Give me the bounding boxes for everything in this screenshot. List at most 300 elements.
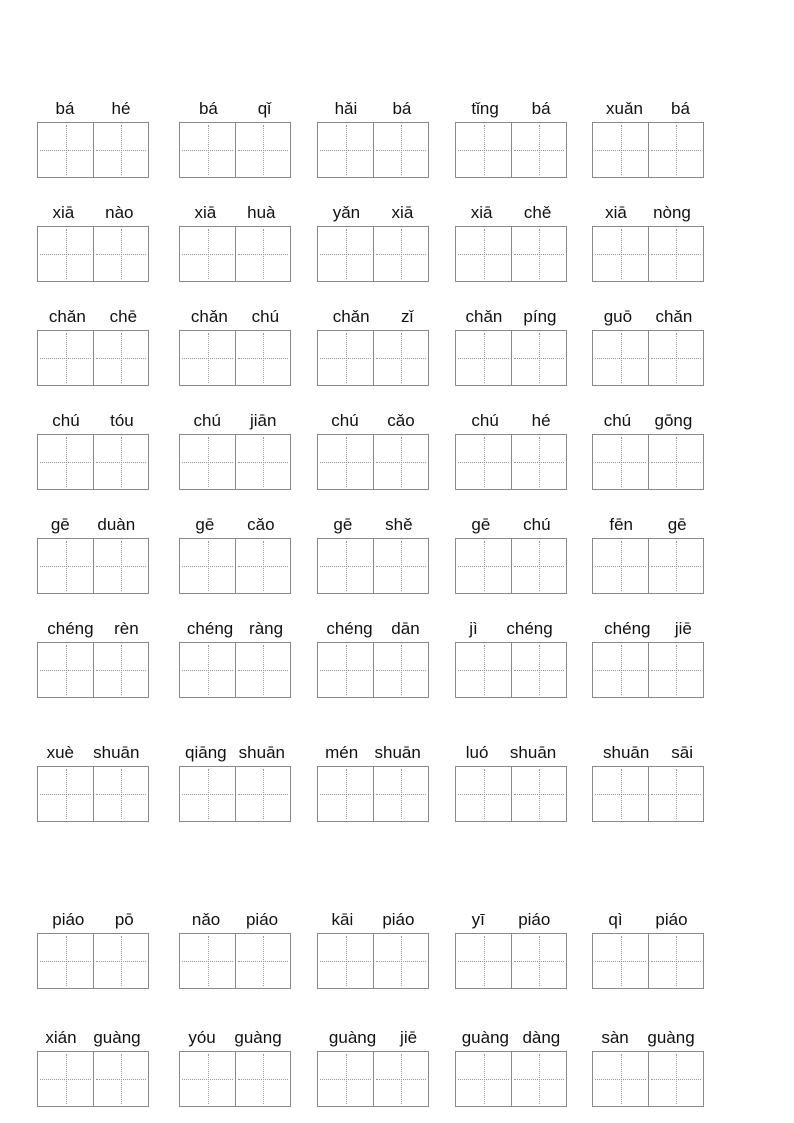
word-box xyxy=(317,202,429,284)
writing-cell[interactable] xyxy=(38,1052,93,1106)
word-box xyxy=(455,618,567,700)
pinyin-label xyxy=(37,410,149,432)
writing-cell[interactable] xyxy=(180,539,235,593)
pinyin-syllable: jì xyxy=(469,619,478,638)
pinyin-label xyxy=(455,1027,567,1049)
pinyin-label xyxy=(592,410,704,432)
pinyin-label xyxy=(37,306,149,328)
word-box xyxy=(455,1027,567,1109)
character-grid xyxy=(37,642,149,698)
writing-cell[interactable] xyxy=(38,934,93,988)
writing-cell[interactable] xyxy=(235,539,290,593)
writing-cell[interactable] xyxy=(373,643,428,697)
pinyin-label xyxy=(592,306,704,328)
writing-cell[interactable] xyxy=(180,435,235,489)
pinyin-syllable: dān xyxy=(391,619,420,638)
character-grid xyxy=(592,642,704,698)
pinyin-syllable: zǐ xyxy=(401,307,414,326)
pinyin-label xyxy=(455,909,567,931)
pinyin-label xyxy=(317,514,429,536)
writing-cell[interactable] xyxy=(235,767,290,821)
pinyin-syllable: chú xyxy=(193,411,221,430)
pinyin-syllable: bá xyxy=(55,99,75,118)
character-grid xyxy=(37,122,149,178)
writing-cell[interactable] xyxy=(180,643,235,697)
word-box xyxy=(455,742,567,824)
word-box xyxy=(455,410,567,492)
character-grid xyxy=(179,330,291,386)
pinyin-syllable: piáo xyxy=(245,910,279,929)
writing-cell[interactable] xyxy=(180,934,235,988)
writing-cell[interactable] xyxy=(593,767,648,821)
pinyin-label xyxy=(592,1027,704,1049)
character-grid xyxy=(317,434,429,490)
pinyin-label xyxy=(592,514,704,536)
pinyin-label xyxy=(455,98,567,120)
pinyin-label xyxy=(592,202,704,224)
writing-cell[interactable] xyxy=(38,123,93,177)
pinyin-label xyxy=(179,1027,291,1049)
writing-cell[interactable] xyxy=(373,123,428,177)
word-box xyxy=(317,98,429,180)
character-grid xyxy=(317,766,429,822)
writing-cell[interactable] xyxy=(235,435,290,489)
pinyin-label xyxy=(317,306,429,328)
writing-cell[interactable] xyxy=(318,227,373,281)
pinyin-syllable: rèn xyxy=(114,619,139,638)
pinyin-syllable: bá xyxy=(531,99,551,118)
pinyin-syllable: chú xyxy=(523,515,551,534)
pinyin-syllable: jiē xyxy=(400,1028,418,1047)
pinyin-syllable: shuān xyxy=(93,743,140,762)
pinyin-syllable: hǎi xyxy=(334,99,358,118)
pinyin-syllable: nào xyxy=(105,203,134,222)
writing-cell[interactable] xyxy=(648,539,703,593)
pinyin-syllable: chéng xyxy=(47,619,94,638)
writing-cell[interactable] xyxy=(456,1052,511,1106)
character-grid xyxy=(179,122,291,178)
word-box xyxy=(179,909,291,991)
pinyin-syllable: piáo xyxy=(655,910,688,929)
pinyin-syllable: cǎo xyxy=(247,515,275,534)
word-box xyxy=(179,410,291,492)
writing-cell[interactable] xyxy=(593,331,648,385)
pinyin-label xyxy=(179,98,291,120)
pinyin-label xyxy=(37,909,149,931)
writing-cell[interactable] xyxy=(456,331,511,385)
pinyin-syllable: xiā xyxy=(194,203,217,222)
pinyin-label xyxy=(317,742,429,764)
pinyin-syllable: chú xyxy=(251,307,280,326)
word-box xyxy=(317,410,429,492)
pinyin-syllable: gē xyxy=(50,515,70,534)
pinyin-label xyxy=(592,909,704,931)
word-box xyxy=(592,410,704,492)
pinyin-syllable: yǎn xyxy=(332,203,361,222)
character-grid xyxy=(179,434,291,490)
pinyin-syllable: chéng xyxy=(604,619,651,638)
writing-cell[interactable] xyxy=(511,1052,566,1106)
word-box xyxy=(592,742,704,824)
pinyin-label xyxy=(179,514,291,536)
writing-cell[interactable] xyxy=(93,435,148,489)
writing-cell[interactable] xyxy=(235,643,290,697)
character-grid xyxy=(37,538,149,594)
character-grid xyxy=(37,434,149,490)
pinyin-syllable: luó xyxy=(465,743,489,762)
writing-cell[interactable] xyxy=(373,1052,428,1106)
pinyin-syllable: yī xyxy=(471,910,485,929)
writing-cell[interactable] xyxy=(93,539,148,593)
character-grid xyxy=(455,1051,567,1107)
character-grid xyxy=(592,1051,704,1107)
pinyin-syllable: ràng xyxy=(249,619,284,638)
pinyin-syllable: tǐng xyxy=(471,99,499,118)
pinyin-syllable: qǐ xyxy=(257,99,272,118)
writing-cell[interactable] xyxy=(318,435,373,489)
word-box xyxy=(179,98,291,180)
writing-cell[interactable] xyxy=(318,1052,373,1106)
pinyin-syllable: huà xyxy=(247,203,276,222)
word-box xyxy=(455,514,567,596)
pinyin-syllable: mén xyxy=(325,743,359,762)
character-grid xyxy=(179,766,291,822)
writing-cell[interactable] xyxy=(511,227,566,281)
writing-cell[interactable] xyxy=(456,643,511,697)
word-box xyxy=(592,909,704,991)
writing-cell[interactable] xyxy=(235,227,290,281)
writing-cell[interactable] xyxy=(593,123,648,177)
writing-cell[interactable] xyxy=(318,539,373,593)
character-grid xyxy=(37,933,149,989)
writing-cell[interactable] xyxy=(373,539,428,593)
pinyin-label xyxy=(179,202,291,224)
word-box xyxy=(179,1027,291,1109)
word-box xyxy=(592,306,704,388)
character-grid xyxy=(179,538,291,594)
character-grid xyxy=(592,766,704,822)
writing-cell[interactable] xyxy=(180,767,235,821)
writing-cell[interactable] xyxy=(235,331,290,385)
character-grid xyxy=(455,330,567,386)
pinyin-syllable: gōng xyxy=(654,411,693,430)
word-box xyxy=(179,618,291,700)
pinyin-syllable: kāi xyxy=(331,910,354,929)
writing-cell[interactable] xyxy=(373,767,428,821)
pinyin-label xyxy=(37,742,149,764)
pinyin-label xyxy=(592,618,704,640)
writing-cell[interactable] xyxy=(648,1052,703,1106)
character-grid xyxy=(455,933,567,989)
pinyin-syllable: xiā xyxy=(391,203,414,222)
writing-cell[interactable] xyxy=(93,767,148,821)
pinyin-syllable: qì xyxy=(608,910,623,929)
pinyin-syllable: dàng xyxy=(522,1028,561,1047)
word-box xyxy=(317,742,429,824)
word-box xyxy=(592,202,704,284)
pinyin-syllable: guàng xyxy=(328,1028,377,1047)
pinyin-syllable: xiā xyxy=(470,203,493,222)
word-box xyxy=(37,306,149,388)
pinyin-label xyxy=(455,410,567,432)
pinyin-syllable: duàn xyxy=(97,515,136,534)
writing-cell[interactable] xyxy=(180,123,235,177)
pinyin-label xyxy=(317,410,429,432)
writing-cell[interactable] xyxy=(38,643,93,697)
pinyin-syllable: xián xyxy=(45,1028,77,1047)
writing-cell[interactable] xyxy=(593,227,648,281)
writing-cell[interactable] xyxy=(180,331,235,385)
pinyin-label xyxy=(455,618,567,640)
writing-cell[interactable] xyxy=(648,123,703,177)
character-grid xyxy=(317,330,429,386)
pinyin-syllable: chéng xyxy=(506,619,553,638)
character-grid xyxy=(317,1051,429,1107)
pinyin-syllable: piáo xyxy=(382,910,415,929)
pinyin-syllable: xiā xyxy=(605,203,627,222)
writing-cell[interactable] xyxy=(456,123,511,177)
pinyin-syllable: fēn xyxy=(609,515,633,534)
writing-cell[interactable] xyxy=(593,539,648,593)
word-box xyxy=(455,202,567,284)
word-box xyxy=(455,98,567,180)
pinyin-label xyxy=(317,98,429,120)
writing-cell[interactable] xyxy=(456,435,511,489)
writing-cell[interactable] xyxy=(593,643,648,697)
word-box xyxy=(179,306,291,388)
pinyin-syllable: nǎo xyxy=(191,910,221,929)
word-box xyxy=(317,618,429,700)
pinyin-label xyxy=(179,618,291,640)
writing-cell[interactable] xyxy=(456,227,511,281)
pinyin-syllable: gē xyxy=(195,515,215,534)
writing-cell[interactable] xyxy=(235,123,290,177)
pinyin-label xyxy=(455,514,567,536)
pinyin-label xyxy=(317,618,429,640)
word-box xyxy=(37,742,149,824)
pinyin-label xyxy=(37,618,149,640)
writing-cell[interactable] xyxy=(93,643,148,697)
pinyin-label xyxy=(37,98,149,120)
pinyin-syllable: hé xyxy=(111,99,131,118)
pinyin-syllable: guàng xyxy=(647,1028,695,1047)
word-box xyxy=(37,514,149,596)
writing-cell[interactable] xyxy=(318,934,373,988)
writing-cell[interactable] xyxy=(456,934,511,988)
writing-cell[interactable] xyxy=(648,435,703,489)
character-grid xyxy=(455,538,567,594)
pinyin-label xyxy=(37,1027,149,1049)
pinyin-syllable: bá xyxy=(671,99,690,118)
character-grid xyxy=(179,226,291,282)
pinyin-label xyxy=(179,742,291,764)
pinyin-syllable: gē xyxy=(333,515,353,534)
pinyin-label xyxy=(317,1027,429,1049)
pinyin-syllable: guō xyxy=(603,307,633,326)
pinyin-syllable: chē xyxy=(109,307,138,326)
word-box xyxy=(179,514,291,596)
writing-cell[interactable] xyxy=(180,227,235,281)
writing-cell[interactable] xyxy=(373,227,428,281)
character-grid xyxy=(317,642,429,698)
writing-cell[interactable] xyxy=(235,1052,290,1106)
writing-cell[interactable] xyxy=(648,767,703,821)
writing-cell[interactable] xyxy=(511,123,566,177)
pinyin-syllable: shuān xyxy=(509,743,557,762)
writing-cell[interactable] xyxy=(456,539,511,593)
character-grid xyxy=(592,330,704,386)
word-box xyxy=(179,742,291,824)
character-grid xyxy=(37,226,149,282)
pinyin-label xyxy=(37,514,149,536)
character-grid xyxy=(592,933,704,989)
word-box xyxy=(592,618,704,700)
character-grid xyxy=(455,766,567,822)
pinyin-syllable: chú xyxy=(603,411,632,430)
word-box xyxy=(179,202,291,284)
pinyin-label xyxy=(37,202,149,224)
word-box xyxy=(37,410,149,492)
pinyin-syllable: tóu xyxy=(110,411,134,430)
word-box xyxy=(37,909,149,991)
writing-cell[interactable] xyxy=(38,435,93,489)
pinyin-syllable: chǎn xyxy=(332,307,370,326)
character-grid xyxy=(592,538,704,594)
pinyin-syllable: chǎn xyxy=(190,307,228,326)
writing-cell[interactable] xyxy=(235,934,290,988)
writing-cell[interactable] xyxy=(648,227,703,281)
pinyin-label xyxy=(455,306,567,328)
writing-cell[interactable] xyxy=(373,435,428,489)
word-box xyxy=(317,306,429,388)
pinyin-syllable: shuān xyxy=(602,743,650,762)
writing-cell[interactable] xyxy=(456,767,511,821)
writing-cell[interactable] xyxy=(318,123,373,177)
pinyin-label xyxy=(592,742,704,764)
pinyin-syllable: chú xyxy=(471,411,499,430)
writing-cell[interactable] xyxy=(648,934,703,988)
writing-cell[interactable] xyxy=(593,1052,648,1106)
character-grid xyxy=(455,642,567,698)
pinyin-syllable: shuān xyxy=(374,743,421,762)
pinyin-syllable: chéng xyxy=(326,619,373,638)
word-box xyxy=(37,1027,149,1109)
writing-cell[interactable] xyxy=(648,331,703,385)
pinyin-syllable: gē xyxy=(471,515,491,534)
character-grid xyxy=(592,226,704,282)
writing-cell[interactable] xyxy=(93,123,148,177)
pinyin-syllable: chú xyxy=(331,411,359,430)
character-grid xyxy=(317,122,429,178)
pinyin-label xyxy=(317,909,429,931)
writing-cell[interactable] xyxy=(93,331,148,385)
word-box xyxy=(37,98,149,180)
writing-cell[interactable] xyxy=(38,227,93,281)
writing-cell[interactable] xyxy=(93,1052,148,1106)
word-box xyxy=(592,1027,704,1109)
pinyin-syllable: cǎo xyxy=(387,411,415,430)
pinyin-syllable: chǎn xyxy=(465,307,503,326)
pinyin-syllable: chǎn xyxy=(655,307,693,326)
pinyin-syllable: sāi xyxy=(671,743,694,762)
character-grid xyxy=(455,434,567,490)
pinyin-syllable: píng xyxy=(523,307,557,326)
character-grid xyxy=(37,330,149,386)
pinyin-syllable: shě xyxy=(385,515,413,534)
pinyin-label xyxy=(455,202,567,224)
writing-cell[interactable] xyxy=(93,934,148,988)
pinyin-syllable: jiē xyxy=(674,619,692,638)
pinyin-syllable: shuān xyxy=(238,743,285,762)
word-box xyxy=(37,618,149,700)
word-box xyxy=(317,909,429,991)
pinyin-label xyxy=(455,742,567,764)
word-box xyxy=(317,1027,429,1109)
character-grid xyxy=(455,226,567,282)
pinyin-label xyxy=(592,98,704,120)
pinyin-syllable: chǎn xyxy=(48,307,86,326)
pinyin-syllable: guàng xyxy=(461,1028,509,1047)
pinyin-label xyxy=(179,909,291,931)
pinyin-syllable: xuǎn xyxy=(606,99,643,118)
writing-cell[interactable] xyxy=(180,1052,235,1106)
pinyin-syllable: bá xyxy=(198,99,218,118)
word-box xyxy=(592,514,704,596)
pinyin-syllable: yóu xyxy=(188,1028,216,1047)
character-grid xyxy=(317,226,429,282)
writing-cell[interactable] xyxy=(38,539,93,593)
character-grid xyxy=(179,642,291,698)
writing-cell[interactable] xyxy=(373,331,428,385)
pinyin-syllable: xiā xyxy=(52,203,75,222)
writing-cell[interactable] xyxy=(511,767,566,821)
pinyin-syllable: xuè xyxy=(46,743,74,762)
writing-cell[interactable] xyxy=(511,435,566,489)
character-grid xyxy=(317,538,429,594)
writing-cell[interactable] xyxy=(38,331,93,385)
writing-cell[interactable] xyxy=(373,934,428,988)
writing-cell[interactable] xyxy=(593,435,648,489)
word-box xyxy=(592,98,704,180)
writing-cell[interactable] xyxy=(93,227,148,281)
writing-cell[interactable] xyxy=(511,934,566,988)
writing-cell[interactable] xyxy=(318,643,373,697)
writing-cell[interactable] xyxy=(38,767,93,821)
writing-cell[interactable] xyxy=(318,331,373,385)
word-box xyxy=(455,909,567,991)
word-box xyxy=(317,514,429,596)
character-grid xyxy=(592,122,704,178)
writing-cell[interactable] xyxy=(648,643,703,697)
writing-cell[interactable] xyxy=(511,643,566,697)
character-grid xyxy=(179,933,291,989)
pinyin-label xyxy=(179,410,291,432)
pinyin-syllable: gē xyxy=(667,515,687,534)
pinyin-syllable: hé xyxy=(531,411,551,430)
pinyin-syllable: nòng xyxy=(653,203,691,222)
pinyin-syllable: guàng xyxy=(93,1028,141,1047)
pinyin-label xyxy=(317,202,429,224)
writing-cell[interactable] xyxy=(593,934,648,988)
word-box xyxy=(455,306,567,388)
writing-cell[interactable] xyxy=(318,767,373,821)
word-box xyxy=(37,202,149,284)
pinyin-syllable: guàng xyxy=(234,1028,282,1047)
writing-cell[interactable] xyxy=(511,539,566,593)
pinyin-syllable: jiān xyxy=(249,411,277,430)
character-grid xyxy=(37,1051,149,1107)
writing-cell[interactable] xyxy=(511,331,566,385)
